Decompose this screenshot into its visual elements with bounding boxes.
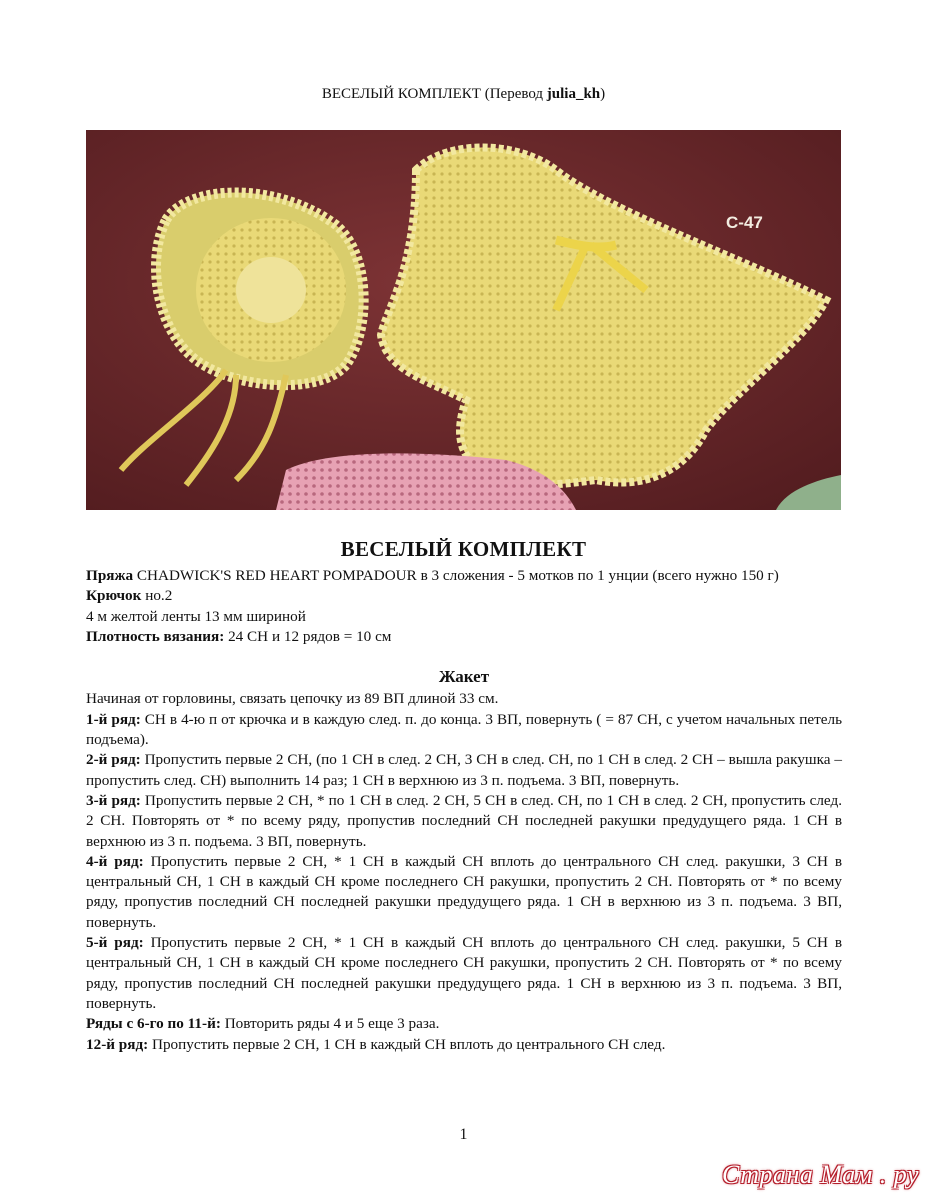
- ribbon-line: 4 м желтой ленты 13 мм шириной: [86, 607, 306, 625]
- row-label: 4-й ряд:: [86, 852, 144, 870]
- row-text: Пропустить первые 2 СН, 1 СН в каждый СН вплоть до центрального СН след.: [148, 1035, 666, 1053]
- row-instruction: [86, 933, 842, 1014]
- row-text: Пропустить первые 2 СН, * 1 СН в каждый СН вплоть до центрального СН след. ракушки, 3 СН в центральный СН, 1 СН в каждый СН кроме последнего СН ракушки, пропустить 2 СН. Повторять от * по всему ряду, пропустив последний СН последней ракушки предудущего ряда. 1 СН в верхнюю из 3 п. подъема. 3 ВП, повернуть.: [86, 852, 842, 931]
- section-intro: Начиная от горловины, связать цепочку из 89 ВП длиной 33 см.: [86, 690, 499, 708]
- row-label: 3-й ряд:: [86, 791, 141, 809]
- row-instruction: [86, 1014, 842, 1034]
- header-prefix: ВЕСЕЛЫЙ КОМПЛЕКТ (Перевод: [321, 86, 547, 102]
- row-instruction: [86, 750, 842, 791]
- gauge-line: [86, 627, 842, 647]
- page-number: 1: [459, 1126, 468, 1143]
- row-label: 2-й ряд:: [86, 751, 141, 769]
- row-text: Повторить ряды 4 и 5 еще 3 раза.: [220, 1015, 440, 1033]
- photo-code-label: C-47: [726, 213, 763, 232]
- gauge-label: Плотность вязания:: [86, 627, 225, 645]
- row-label: Ряды с 6-го по 11-й:: [86, 1015, 221, 1033]
- hook-text: но.2: [141, 587, 173, 605]
- row-instruction: [86, 791, 842, 852]
- row-instruction: [86, 1035, 842, 1055]
- row-instruction: [86, 710, 842, 751]
- row-text: Пропустить первые 2 СН, (по 1 СН в след. 2 СН, 3 СН в след. СН, по 1 СН в след. 2 СН – вышла ракушка – пропустить след. СН) выполнить 14 раз; 1 СН в верхнюю из 3 п. подъема. 3 ВП, повернуть.: [86, 751, 842, 789]
- crochet-set-photo: [86, 130, 841, 510]
- header-author: julia_kh: [546, 86, 601, 102]
- row-label: 1-й ряд:: [86, 710, 141, 728]
- row-text: СН в 4-ю п от крючка и в каждую след. п. до конца. 3 ВП, повернуть ( = 87 СН, с учетом начальных петель подъема).: [86, 710, 842, 749]
- hook-line: [86, 586, 842, 606]
- yarn-text: CHADWICK'S RED HEART POMPADOUR в 3 сложения - 5 мотков по 1 унции (всего нужно 150 г): [133, 567, 779, 584]
- gauge-text: 24 СН и 12 рядов = 10 см: [224, 627, 392, 645]
- row-text: Пропустить первые 2 СН, * 1 СН в каждый СН вплоть до центрального СН след. ракушки, 5 СН в центральный СН, 1 СН в каждый СН кроме последнего СН ракушки, пропустить 2 СН. Повторять от * по всему ряду, пропустив последний СН последней ракушки предудущего ряда. 1 СН в верхнюю из 3 п. подъема. 3 ВП, повернуть.: [86, 934, 842, 1012]
- row-label: 5-й ряд:: [86, 934, 144, 952]
- header-suffix: ): [600, 86, 606, 102]
- row-text: Пропустить первые 2 СН, * по 1 СН в след. 2 СН, 5 СН в след. СН, по 1 СН в след. 2 СН, пропустить след. 2 СН. Повторять от * по всему ряду, пропустив последний СН последней ракушки предудущего ряда. 1 СН в верхнюю из 3 п. подъема. 3 ВП, повернуть.: [86, 791, 842, 850]
- yarn-label: Пряжа: [86, 567, 134, 584]
- pattern-body: [86, 566, 842, 1055]
- row-label: 12-й ряд:: [86, 1035, 149, 1053]
- site-watermark: Страна Мам . ру: [722, 1160, 919, 1189]
- row-instruction: [86, 852, 842, 933]
- section-title: Жакет: [438, 667, 490, 687]
- hook-label: Крючок: [86, 587, 142, 605]
- main-title: ВЕСЕЛЫЙ КОМПЛЕКТ: [340, 537, 587, 561]
- document-header: [0, 86, 927, 103]
- yarn-line: [86, 566, 842, 586]
